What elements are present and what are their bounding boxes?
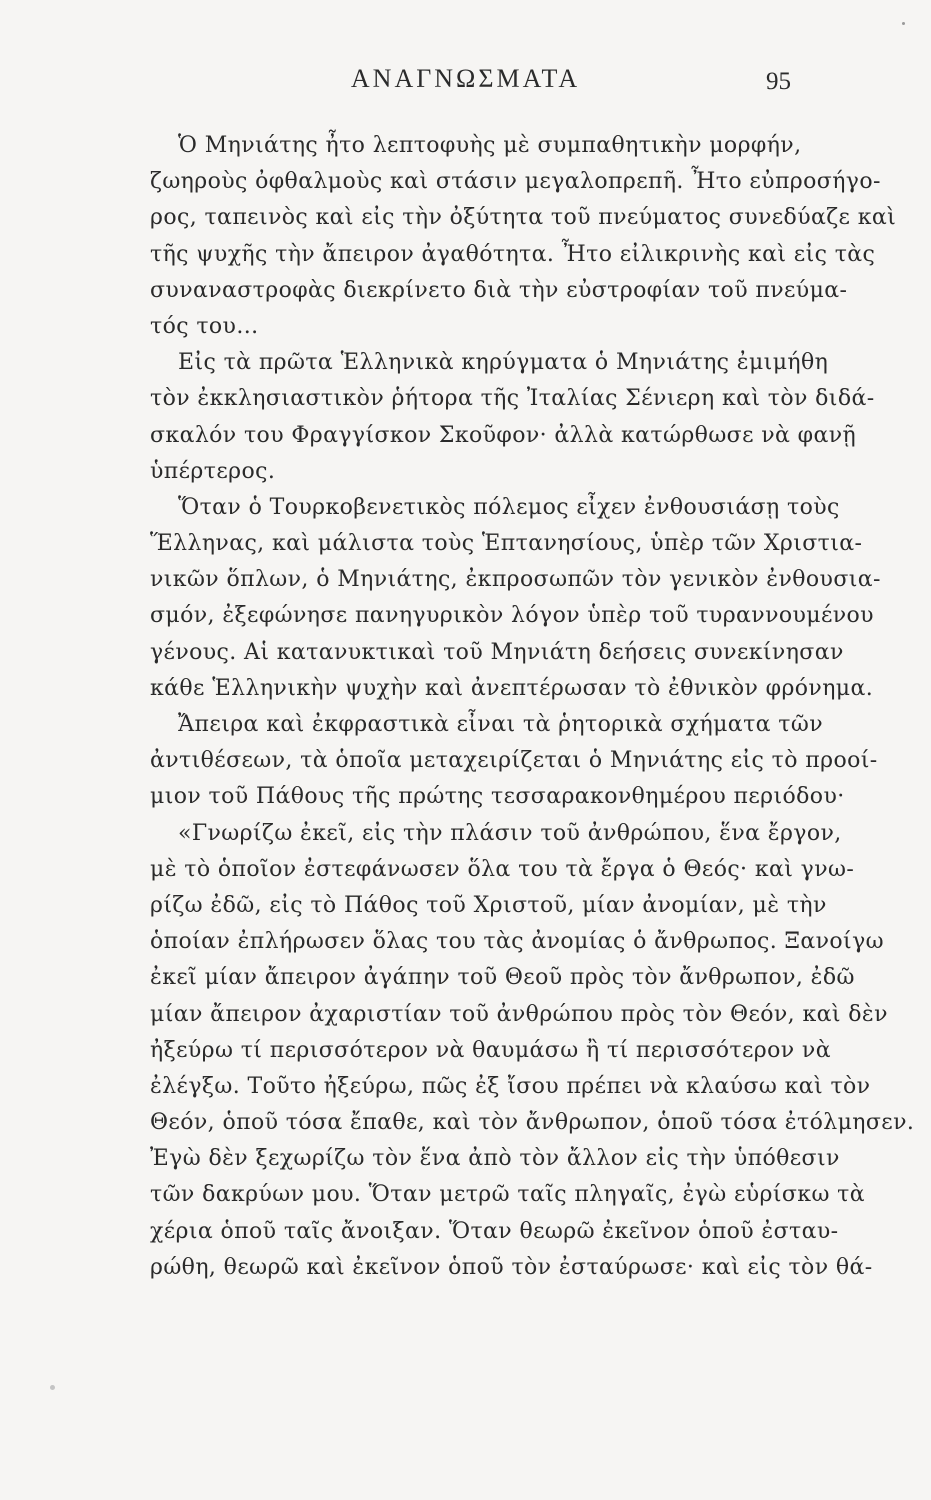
text-line: γένους. Αἱ κατανυκτικαὶ τοῦ Μηνιάτη δεήσεις συνεκίνησαν [150,639,844,665]
text-line: ἐλέγξω. Τοῦτο ἠξεύρω, πῶς ἐξ ἴσου πρέπει νὰ κλαύσω καὶ τὸν [150,1073,871,1099]
text-line: ἀντιθέσεων, τὰ ὁποῖα μεταχειρίζεται ὁ Μηνιάτης εἰς τὸ προοί- [150,748,878,774]
text-line: μιον τοῦ Πάθους τῆς πρώτης τεσσαρακονθημέρου περιόδου· [150,784,845,810]
text-line: Ἕλληνας, καὶ μάλιστα τοὺς Ἑπτανησίους, ὑπὲρ τῶν Χριστια- [150,531,863,557]
text-line: τὸν ἐκκλησιαστικὸν ῥήτορα τῆς Ἰταλίας Σένιερη καὶ τὸν διδά- [150,386,875,412]
text-line: ὁποίαν ἐπλήρωσεν ὅλας του τὰς ἀνομίας ὁ ἄνθρωπος. Ξανοίγω [150,929,884,955]
text-line: Θεόν, ὁποῦ τόσα ἔπαθε, καὶ τὸν ἄνθρωπον, ὁποῦ τόσα ἐτόλμησεν. [150,1110,915,1136]
text-line: «Γνωρίζω ἐκεῖ, εἰς τὴν πλάσιν τοῦ ἀνθρώπου, ἕνα ἔργον, [178,820,842,846]
paper-speck [50,1385,55,1390]
text-line: τῆς ψυχῆς τὴν ἄπειρον ἀγαθότητα. Ἦτο εἰλικρινὴς καὶ εἰς τὰς [150,241,876,267]
page-number: 95 [766,68,791,95]
text-line: Ἄπειρα καὶ ἐκφραστικὰ εἶναι τὰ ῥητορικὰ σχήματα τῶν [178,712,823,737]
text-line: ὑπέρτερος. [150,458,276,484]
text-line: σμόν, ἐξεφώνησε πανηγυρικὸν λόγον ὑπὲρ τοῦ τυραννουμένου [150,603,874,629]
text-line: ζωηροὺς ὀφθαλμοὺς καὶ στάσιν μεγαλοπρεπῆ. Ἦτο εὐπροσήγο- [150,169,881,195]
text-line: ρίζω ἐδῶ, εἰς τὸ Πάθος τοῦ Χριστοῦ, μίαν ἀνομίαν, μὲ τὴν [150,892,827,918]
text-line: Ὅταν ὁ Τουρκοβενετικὸς πόλεμος εἶχεν ἐνθουσιάσῃ τοὺς [178,494,840,520]
text-line: χέρια ὁποῦ ταῖς ἄνοιξαν. Ὅταν θεωρῶ ἐκεῖνον ὁποῦ ἐσταυ- [150,1218,839,1244]
text-line: συναναστροφὰς διεκρίνετο διὰ τὴν εὐστροφίαν τοῦ πνεύμα- [150,277,848,303]
text-line: σκαλόν του Φραγγίσκον Σκοῦφον· ἀλλὰ κατώρθωσε νὰ φανῇ [150,422,857,448]
text-line: Ἐγὼ δὲν ξεχωρίζω τὸν ἕνα ἀπὸ τὸν ἄλλον εἰς τὴν ὑπόθεσιν [150,1146,840,1172]
running-header-title: ΑΝΑΓΝΩΣΜΑΤΑ [350,64,581,93]
text-line: ρώθη, θεωρῶ καὶ ἐκεῖνον ὁποῦ τὸν ἐσταύρωσε· καὶ εἰς τὸν θά- [150,1254,873,1280]
text-line: μὲ τὸ ὁποῖον ἐστεφάνωσεν ὅλα του τὰ ἔργα ὁ Θεός· καὶ γνω- [150,856,855,882]
text-line: τῶν δακρύων μου. Ὅταν μετρῶ ταῖς πληγαῖς, ἐγὼ εὑρίσκω τὰ [150,1182,866,1208]
text-line: νικῶν ὅπλων, ὁ Μηνιάτης, ἐκπροσωπῶν τὸν γενικὸν ἐνθουσια- [150,567,881,593]
text-line: Εἰς τὰ πρῶτα Ἑλληνικὰ κηρύγματα ὁ Μηνιάτης ἐμιμήθη [178,350,829,376]
body-text [150,128,915,1286]
paper-speck [902,22,905,25]
text-line: κάθε Ἑλληνικὴν ψυχὴν καὶ ἀνεπτέρωσαν τὸ ἐθνικὸν φρόνημα. [150,675,874,701]
text-line: ἠξεύρω τί περισσότερον νὰ θαυμάσω ἢ τί περισσότερον νὰ [150,1037,831,1063]
text-line: ἐκεῖ μίαν ἄπειρον ἀγάπην τοῦ Θεοῦ πρὸς τὸν ἄνθρωπον, ἐδῶ [150,965,855,991]
text-line: Ὁ Μηνιάτης ἦτο λεπτοφυὴς μὲ συμπαθητικὴν μορφήν, [178,133,802,158]
text-line: ρος, ταπεινὸς καὶ εἰς τὴν ὀξύτητα τοῦ πνεύματος συνεδύαζε καὶ [150,205,897,231]
text-line: τός του... [150,313,259,339]
text-line: μίαν ἄπειρον ἀχαριστίαν τοῦ ἀνθρώπου πρὸς τὸν Θεόν, καὶ δὲν [150,1001,888,1027]
